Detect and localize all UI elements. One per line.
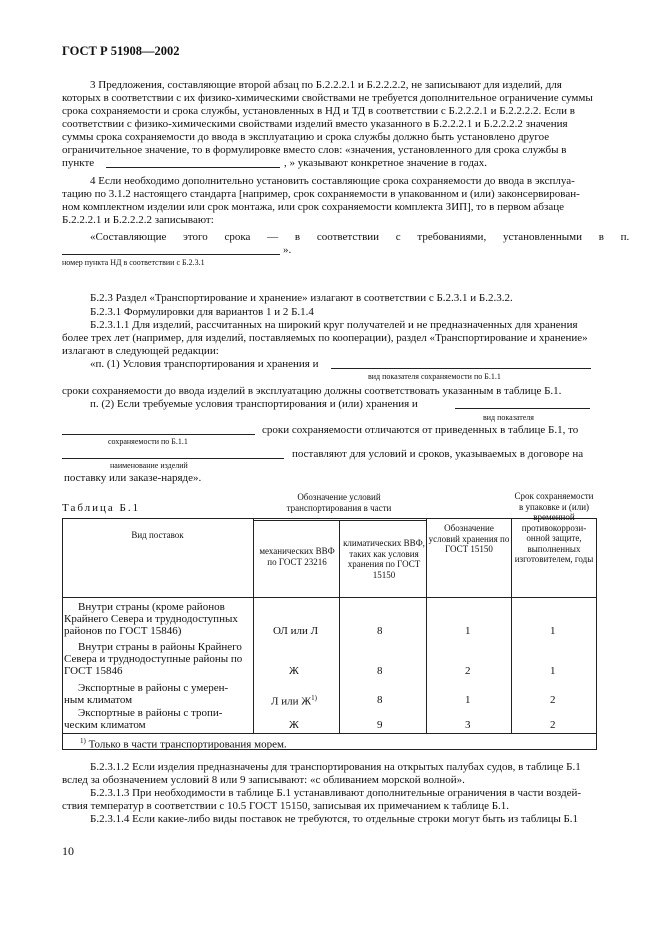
table-row-3-mech: [271, 692, 317, 708]
table-row-1-term: 1: [550, 625, 556, 637]
item1-end: сроки сохраняемости до ввода изделий в эксплуатацию должны соответствовать указанным в таблице Б.1.: [62, 385, 562, 397]
col-header-clim: климатических ВВФ, таких как условия хранения по ГОСТ 15150: [343, 538, 425, 580]
table-row-1-kind: Крайнего Севера и труднодоступных: [64, 613, 238, 625]
b23-heading: Б.2.3 Раздел «Транспортирование и хранение» излагают в соответствии с Б.2.3.1 и Б.2.3.2.: [90, 292, 513, 304]
item2-mid: сроки сохраняемости отличаются от приведенных в таблице Б.1, то: [262, 424, 579, 436]
col-header-mech: механических ВВФ по ГОСТ 23216: [259, 546, 335, 567]
footnote-mark: 1): [80, 737, 86, 745]
footnote-ref: 1): [311, 694, 317, 702]
b2312-line2: вслед за обозначением условий 8 или 9 записывают: «с обливанием морской волной».: [62, 774, 465, 786]
table-row-2-kind: Севера и труднодоступные районы по: [64, 653, 243, 665]
col-header-conditions: Обозначение условий транспортирования в части: [286, 492, 392, 513]
table-row-4-mech: Ж: [289, 719, 299, 731]
note4-quote: «Составляющие этого срока — в соответствии с требованиями, установленными в п.: [90, 231, 630, 243]
fill-in-blank: [106, 167, 280, 168]
table-row-2-kind: ГОСТ 15846: [64, 665, 123, 677]
note3-line4: соответствии с физико-химическими свойствами изделий вместо указанного в Б.2.2.2.1 и Б.2.2.2.2 значения: [62, 118, 568, 130]
item2-final: поставку или заказе-наряде».: [64, 472, 202, 484]
table-caption: Таблица Б.1: [62, 502, 141, 514]
b2311-line2: более трех лет (например, для изделий, поставляемых по кооперации), раздел «Транспортирование и хранение»: [62, 332, 588, 344]
b2314-line1: Б.2.3.1.4 Если какие-либо виды поставок не требуются, то отдельные строки могут быть из таблицы Б.1: [90, 813, 579, 825]
table-row-3-mech-text: Л или Ж: [271, 695, 312, 708]
table-row-4-kind: ческим климатом: [64, 719, 146, 731]
note3-line7-end: , » указывают конкретное значение в годах.: [284, 157, 488, 169]
item1-hint: вид показателя сохраняемости по Б.1.1: [368, 372, 501, 381]
note4-line4: Б.2.2.2.1 и Б.2.2.2.2 записывают:: [62, 214, 214, 226]
b2311-line3: излагают в следующей редакции:: [62, 345, 219, 357]
b2313-line1: Б.2.3.1.3 При необходимости в таблице Б.1 устанавливают дополнительные ограничения в части воздей-: [90, 787, 582, 799]
b2313-line2: ствия температур в соответствии с 10.5 ГОСТ 15150, записывая их примечанием к таблице Б.1.: [62, 800, 510, 812]
b2312-line1: Б.2.3.1.2 Если изделия предназначены для транспортирования на открытых палубах судов, в таблице Б.1: [90, 761, 581, 773]
note3-line7-start: пункте: [62, 157, 95, 169]
note4-line2: тацию по 3.1.2 настоящего стандарта [например, срок сохраняемости в упакованном и (или) законсервирован-: [62, 188, 580, 200]
item2-start: п. (2) Если требуемые условия транспортирования и (или) хранения и: [90, 398, 418, 410]
note3-line3: срока сохраняемости и срока службы, установленных в НД и ТД в соответствии с Б.2.2.2.1 и Б.2.2.2.2. Если в: [62, 105, 575, 117]
table-row-3-storage: 1: [465, 694, 471, 706]
table-row-1-kind: районов по ГОСТ 15846): [64, 625, 182, 637]
item2-hint2: сохраняемости по Б.1.1: [108, 437, 188, 446]
col-header-kind: Вид поставок: [131, 530, 184, 540]
table-row-4-term: 2: [550, 719, 556, 731]
table-row-1-storage: 1: [465, 625, 471, 637]
fill-in-blank: [455, 408, 590, 409]
fill-in-blank: [62, 458, 284, 459]
item2-hint1: вид показателя: [483, 413, 534, 422]
fill-in-blank: [62, 254, 280, 255]
table-row-1-kind: Внутри страны (кроме районов: [78, 601, 225, 613]
fill-in-blank: [62, 434, 255, 435]
table-row-3-kind: ным климатом: [64, 694, 133, 706]
table-row-2-term: 1: [550, 665, 556, 677]
note3-line5: суммы срока сохраняемости до ввода в эксплуатацию и срока службы должно быть установлено другое: [62, 131, 550, 143]
note4-line1: 4 Если необходимо дополнительно установить составляющие срока сохраняемости до ввода в эксплуа-: [90, 175, 575, 187]
table-row-4-clim: 9: [377, 719, 383, 731]
table-row-4-storage: 3: [465, 719, 471, 731]
table-row-3-clim: 8: [377, 694, 383, 706]
table-row-1-clim: 8: [377, 625, 383, 637]
note4-hint: номер пункта НД в соответствии с Б.2.3.1: [62, 258, 205, 267]
note3-line2: которых в соответствии с их физико-химическими свойствами не требуется дополнительное ограничение суммы: [62, 92, 593, 104]
col-header-term: Срок сохраняемости в упаковке и (или) временной противокоррози-онной защите, выполненных изготовителем, годы: [514, 491, 594, 564]
col-header-storage: Обозначение условий хранения по ГОСТ 15150: [428, 523, 510, 554]
b231-heading: Б.2.3.1 Формулировки для вариантов 1 и 2 Б.1.4: [90, 306, 314, 318]
note3-line1: 3 Предложения, составляющие второй абзац по Б.2.2.2.1 и Б.2.2.2.2, не записывают для изделий, для: [90, 79, 562, 91]
item2-end: поставляют для условий и сроков, указываемых в договоре на: [292, 448, 584, 460]
item2-hint3: наименование изделий: [110, 461, 188, 470]
footnote-text: Только в части транспортирования морем.: [88, 738, 287, 751]
document-code: ГОСТ Р 51908—2002: [62, 44, 180, 58]
table-footnote: [80, 735, 287, 751]
note3-line6: ограничительное значение, то в формулировке вместо слов: «значения, установленного для срока службы в: [62, 144, 567, 156]
note4-quote-end: ».: [283, 244, 292, 256]
table-row-2-mech: Ж: [289, 665, 299, 677]
table-row-2-kind: Внутри страны в районы Крайнего: [78, 641, 242, 653]
table-row-2-clim: 8: [377, 665, 383, 677]
b2311-line1: Б.2.3.1.1 Для изделий, рассчитанных на широкий круг получателей и не предназначенных для хранения: [90, 319, 578, 331]
note4-line3: ном комплектном изделии или срок монтажа, или срок сохраняемости комплекта ЗИП], то в первом абзаце: [62, 201, 564, 213]
item1-start: «п. (1) Условия транспортирования и хранения и: [90, 358, 319, 370]
page-number: 10: [62, 844, 74, 858]
table-row-4-kind: Экспортные в районы с тропи-: [78, 707, 223, 719]
table-row-3-kind: Экспортные в районы с умерен-: [78, 682, 229, 694]
fill-in-blank: [331, 368, 591, 369]
table-row-2-storage: 2: [465, 665, 471, 677]
table-row-1-mech: ОЛ или Л: [273, 625, 319, 637]
table-row-3-term: 2: [550, 694, 556, 706]
